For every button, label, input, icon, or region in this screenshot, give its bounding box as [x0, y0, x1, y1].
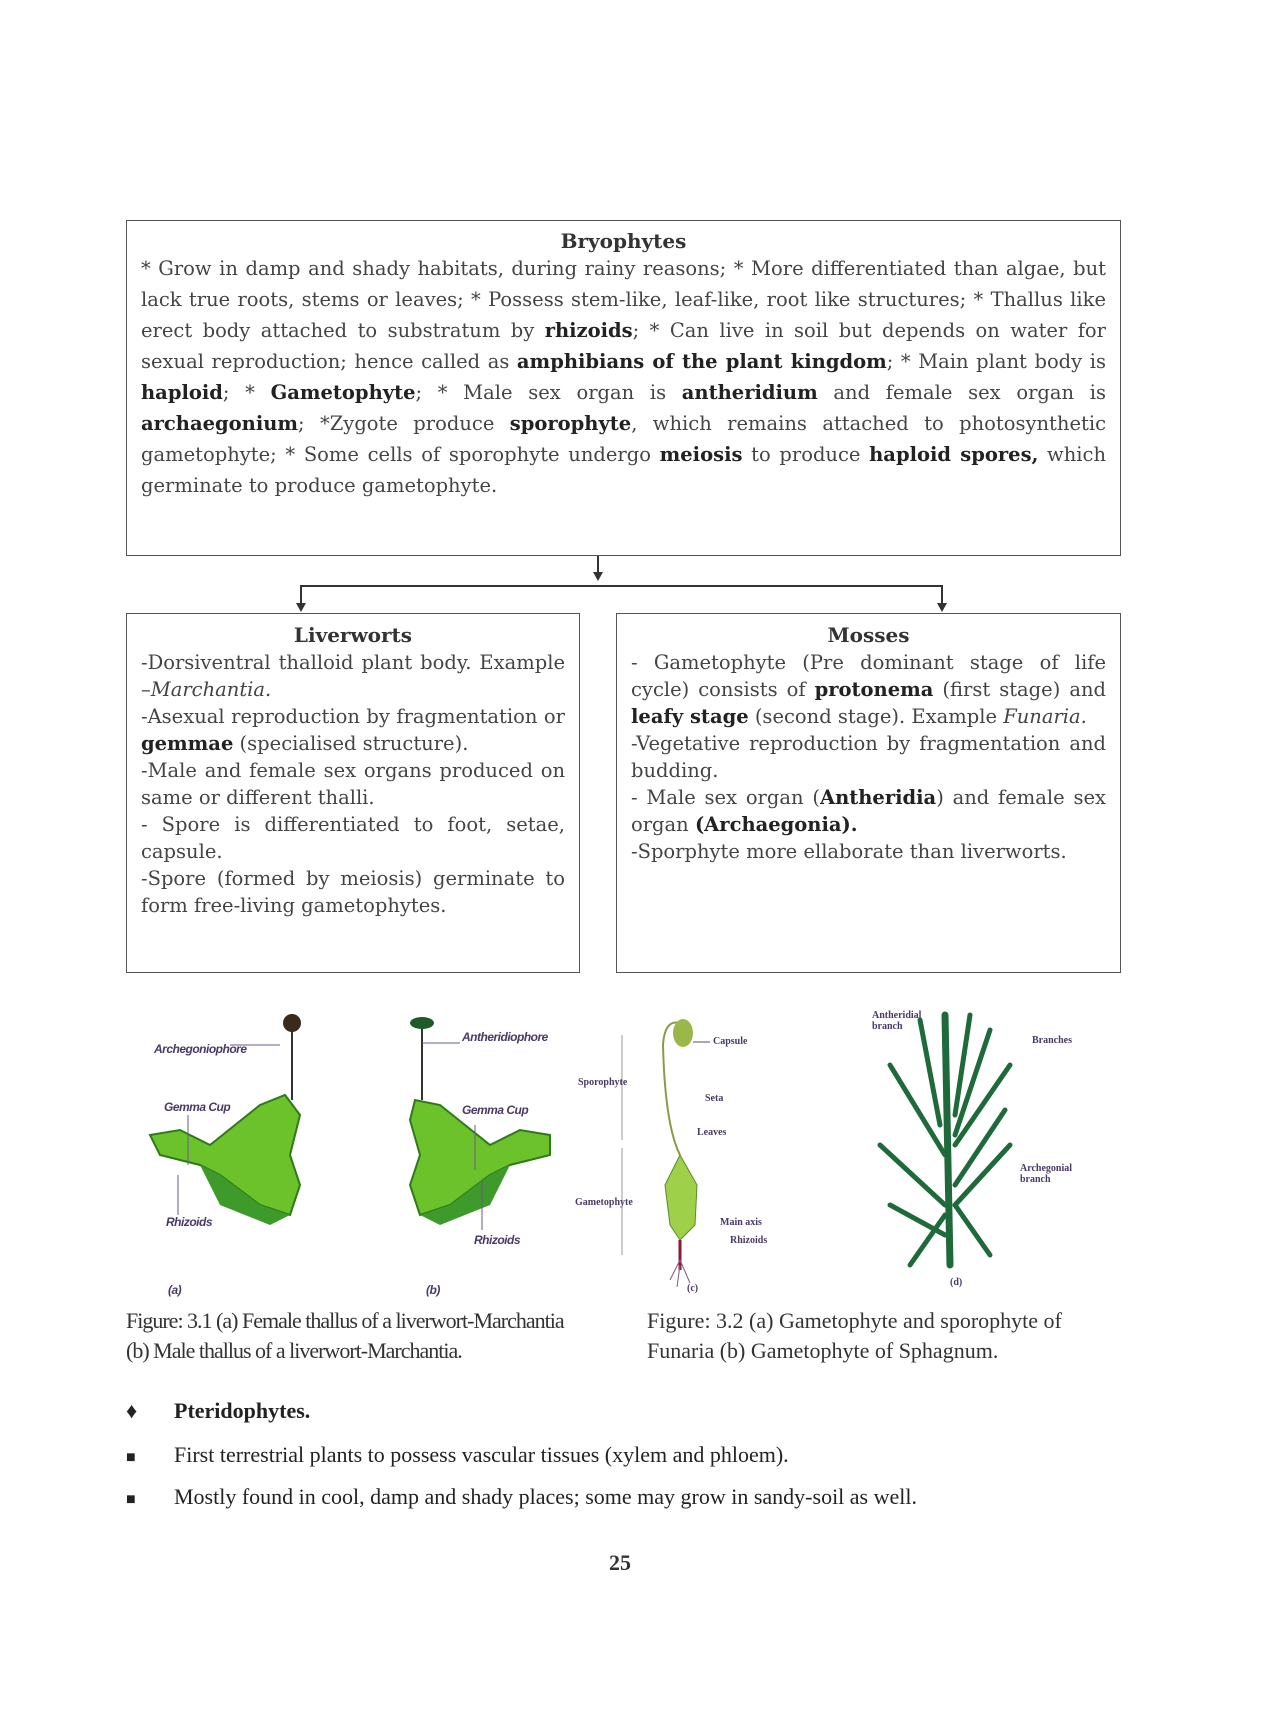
text-run: -Vegetative reproduction by fragmentation and budding.: [631, 732, 1106, 782]
text-run: -Asexual reproduction by fragmentation or: [141, 705, 565, 728]
paragraph: [141, 811, 565, 865]
bold-term: haploid: [141, 381, 223, 404]
bold-term: rhizoids: [544, 319, 633, 342]
italic-term: Funaria.: [1003, 705, 1087, 728]
funaria-illustration: [585, 1005, 805, 1305]
mosses-title: Mosses: [827, 623, 910, 647]
label-leaves: Leaves: [697, 1127, 727, 1138]
label-rhizoids: Rhizoids: [730, 1235, 768, 1246]
label-rhizoids: Rhizoids: [474, 1233, 520, 1247]
text-run: and female sex organ is: [817, 381, 1106, 404]
square-bullet-icon: ■: [126, 1491, 136, 1508]
label-branches: Branches: [1032, 1035, 1072, 1046]
text-run: * Grow in damp and shady habitats, during rainy reasons; * More differentiated than algae, but lack true roots, stems or leaves; * Possess stem-like, leaf-like, root like structures; * Thallus like erect body attached to substratum by: [141, 257, 1106, 342]
caption-line: (b) Male thallus of a liverwort-Marchantia.: [126, 1338, 462, 1363]
heading-text: Pteridophytes.: [174, 1398, 311, 1423]
connector-horizontal: [300, 585, 942, 587]
paragraph: [141, 865, 565, 919]
text-run: -Spore (formed by meiosis) germinate to form free-living gametophytes.: [141, 867, 565, 917]
arrow-down-icon: [296, 603, 306, 612]
figure-3-2-caption: [647, 1306, 1062, 1366]
figure-tag-a: (a): [168, 1283, 182, 1297]
text-run: , which remains attached to photosynthetic gametophyte; * Some cells of sporophyte undergo: [141, 412, 1106, 466]
paragraph: [141, 703, 565, 757]
text-run: ; * Main plant body is: [886, 350, 1106, 373]
label-gametophyte: Gametophyte: [575, 1197, 633, 1208]
bold-term: Gametophyte: [270, 381, 416, 404]
bold-term: meiosis: [659, 443, 743, 466]
caption-line: Funaria (b) Gametophyte of Sphagnum.: [647, 1338, 999, 1363]
bold-term: archaegonium: [141, 412, 299, 435]
text-run: (specialised structure).: [233, 732, 469, 755]
label-antheridial-branch: Antheridial branch: [872, 1010, 922, 1032]
label-capsule: Capsule: [713, 1036, 748, 1047]
text-run: ; * Male sex organ is: [415, 381, 682, 404]
label-seta: Seta: [705, 1093, 724, 1104]
liverworts-box: [126, 613, 580, 973]
mosses-text: [631, 649, 1106, 865]
bold-term: amphibians of the plant kingdom: [516, 350, 887, 373]
text-run: ; *Zygote produce: [298, 412, 510, 435]
figure-marchantia-male: [400, 1005, 600, 1305]
bold-term: protonema: [814, 678, 934, 701]
label-rhizoids: Rhizoids: [166, 1215, 212, 1229]
list-item-text: Mostly found in cool, damp and shady places; some may grow in sandy-soil as well.: [174, 1484, 917, 1509]
italic-term: Marchantia.: [150, 678, 272, 701]
bold-term: (Archaegonia).: [694, 813, 858, 836]
figure-tag-c: (c): [687, 1283, 699, 1294]
caption-line: Figure: 3.1 (a) Female thallus of a liverwort-Marchantia: [126, 1308, 564, 1333]
caption-line: Figure: 3.2 (a) Gametophyte and sporophyte of: [647, 1308, 1062, 1333]
list-item: [126, 1484, 917, 1510]
figure-tag-d: (d): [950, 1277, 963, 1288]
connector-left: [300, 585, 302, 605]
figure-marchantia-female: [140, 1005, 340, 1305]
arrow-down-icon: [593, 572, 603, 581]
text-run: - Male sex organ (: [631, 786, 820, 809]
bold-term: Antheridia: [819, 786, 937, 809]
text-run: - Spore is differentiated to foot, setae, capsule.: [141, 813, 565, 863]
text-run: (second stage). Example: [748, 705, 1004, 728]
paragraph: [631, 784, 1106, 838]
mosses-box: [616, 613, 1121, 973]
text-run: -Sporphyte more ellaborate than liverworts.: [631, 840, 1067, 863]
liverworts-title: Liverworts: [293, 623, 413, 647]
label-archegonial-branch: Archegonial branch: [1020, 1163, 1073, 1185]
text-run: -Male and female sex organs produced on same or different thalli.: [141, 759, 565, 809]
text-run: ; * Can live in soil but depends on water for sexual reproduction; hence called as: [141, 319, 1106, 373]
label-main-axis: Main axis: [720, 1217, 762, 1228]
label-archegoniophore: Archegoniophore: [154, 1042, 247, 1056]
paragraph: [631, 649, 1106, 730]
figure-sphagnum: [860, 1005, 1100, 1305]
text-run: which germinate to produce gametophyte.: [141, 443, 1107, 497]
list-item-text: First terrestrial plants to possess vascular tissues (xylem and phloem).: [174, 1442, 789, 1467]
text-run: - Gametophyte (Pre dominant stage of life cycle) consists of: [631, 651, 1106, 701]
list-item: [126, 1442, 789, 1468]
paragraph: [631, 730, 1106, 784]
bold-term: haploid spores,: [869, 443, 1039, 466]
text-run: to produce: [742, 443, 870, 466]
page-number: 25: [609, 1550, 631, 1575]
label-antheridiophore: Antheridiophore: [462, 1030, 548, 1044]
paragraph: [631, 838, 1106, 865]
figure-tag-b: (b): [426, 1283, 440, 1297]
bryophytes-box: [126, 220, 1121, 556]
diamond-bullet-icon: ♦: [126, 1398, 138, 1423]
sphagnum-illustration: [860, 1005, 1100, 1305]
figure-funaria: [575, 1005, 805, 1305]
bryophytes-text: [141, 253, 1106, 501]
bold-term: sporophyte: [509, 412, 632, 435]
figure-3-1-caption: [126, 1306, 564, 1366]
text-run: (first stage) and: [933, 678, 1106, 701]
bold-term: antheridium: [681, 381, 818, 404]
bold-term: gemmae: [141, 732, 234, 755]
liverworts-text: [141, 649, 565, 919]
arrow-down-icon: [937, 603, 947, 612]
text-run: ; *: [222, 381, 271, 404]
thallus-male-illustration: [400, 1005, 600, 1305]
label-gemma-cup: Gemma Cup: [164, 1100, 231, 1114]
paragraph: [141, 757, 565, 811]
label-gemma-cup: Gemma Cup: [462, 1103, 529, 1117]
paragraph: [141, 649, 565, 703]
bold-term: leafy stage: [631, 705, 749, 728]
pteridophytes-heading: [126, 1398, 310, 1424]
square-bullet-icon: ■: [126, 1449, 136, 1466]
text-run: -Dorsiventral thalloid plant body. Example –: [141, 651, 565, 701]
label-sporophyte: Sporophyte: [578, 1077, 628, 1088]
text-run: ) and female sex organ: [631, 786, 1106, 836]
connector-right: [941, 585, 943, 605]
bryophytes-title: Bryophytes: [560, 229, 687, 253]
